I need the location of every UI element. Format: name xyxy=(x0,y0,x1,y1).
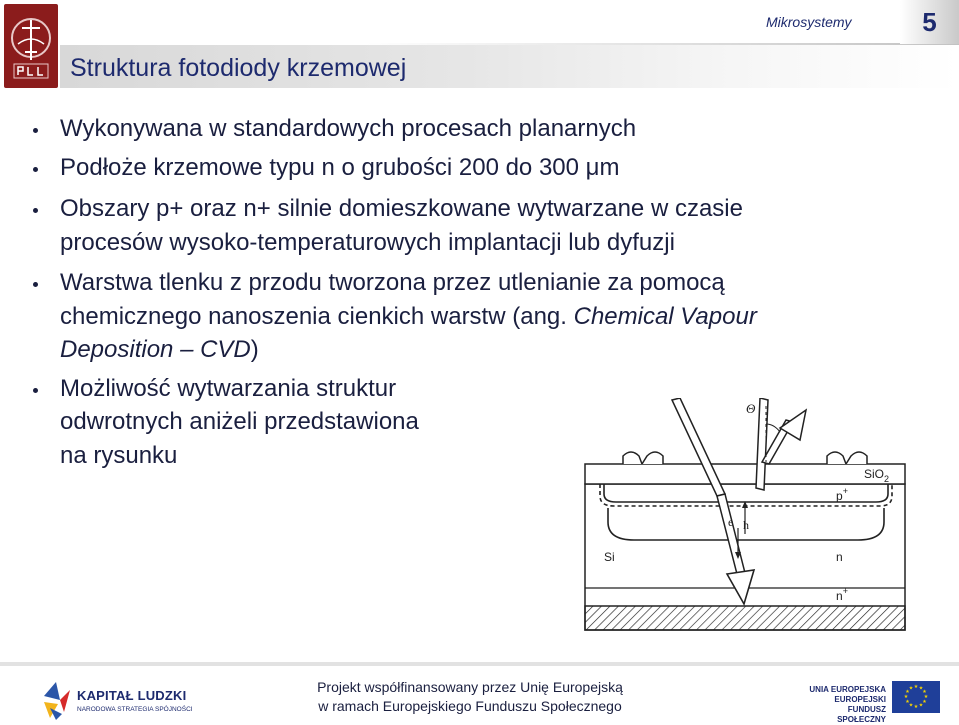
bullet-text-line xyxy=(60,336,259,364)
bullet-marker xyxy=(33,388,38,393)
kapital-ludzki-icon xyxy=(40,678,74,720)
footer-project-text xyxy=(260,678,680,716)
oxide-step-right xyxy=(827,452,867,464)
bullet-marker xyxy=(33,282,38,287)
bullet-text: procesów wysoko-temperaturowych implantacji lub dyfuzji xyxy=(60,229,675,256)
eu-flag xyxy=(892,681,940,713)
svg-text:★: ★ xyxy=(923,694,929,700)
eu-flag-icon xyxy=(892,681,940,713)
svg-text:★: ★ xyxy=(918,685,924,692)
svg-text:★: ★ xyxy=(922,699,927,705)
n-plus-superscript: + xyxy=(842,586,848,596)
svg-text:★: ★ xyxy=(905,699,910,705)
photodiode-diagram xyxy=(580,398,910,638)
footer-divider xyxy=(0,662,959,666)
photodiode-cross-section xyxy=(580,398,910,638)
slide-number: 5 xyxy=(900,0,959,44)
svg-text:★: ★ xyxy=(905,689,910,695)
kapital-ludzki-title: KAPITAŁ LUDZKI xyxy=(77,688,187,703)
eu-label-line-3: FUNDUSZ SPOŁECZNY xyxy=(837,705,886,724)
n-plus-layer xyxy=(585,606,905,630)
n-plus-text: n xyxy=(836,589,843,603)
bullet-text-segment: chemicznego nanoszenia cienkich warstw (ang. xyxy=(60,303,574,330)
sio2-subscript: 2 xyxy=(884,474,890,484)
oxide-layer xyxy=(585,464,905,484)
kapital-ludzki-subtitle: NARODOWA STRATEGIA SPÓJNOŚCI xyxy=(77,706,193,713)
university-logo xyxy=(4,4,58,88)
n-label: n xyxy=(836,550,843,564)
footer-line-2: w ramach Europejskiego Funduszu Społecznego xyxy=(318,698,622,714)
bullet-text-italic: Chemical Vapour xyxy=(573,303,757,330)
slide-header xyxy=(0,0,959,90)
svg-text:★: ★ xyxy=(913,704,919,710)
eu-label-line-2: EUROPEJSKI xyxy=(834,695,886,704)
bullet-text: Możliwość wytwarzania struktur xyxy=(60,375,397,402)
theta-arc xyxy=(766,424,780,432)
si-label: Si xyxy=(604,550,615,564)
bullet-marker xyxy=(33,167,38,172)
svg-text:★: ★ xyxy=(903,694,909,700)
course-label: Mikrosystemy xyxy=(766,14,852,30)
eu-label xyxy=(800,685,886,725)
bullet-text: Wykonywana w standardowych procesach planarnych xyxy=(60,115,637,142)
footer-line-1: Projekt współfinansowany przez Unię Europejską xyxy=(317,679,623,695)
slide-title: Struktura fotodiody krzemowej xyxy=(70,54,407,82)
header-divider xyxy=(365,43,959,45)
p-plus-superscript: + xyxy=(842,486,848,496)
bullet-text-segment: ) xyxy=(250,336,259,363)
sio2-text: SiO xyxy=(864,467,885,481)
university-emblem-icon xyxy=(4,4,58,88)
bullet-marker xyxy=(33,128,38,133)
bullet-text-line xyxy=(60,303,757,331)
bullet-text: Podłoże krzemowe typu n o grubości 200 do 300 μm xyxy=(60,154,620,181)
bullet-text: odwrotnych aniżeli przedstawiona xyxy=(60,408,419,435)
bullet-text: Obszary p+ oraz n+ silnie domieszkowane wytwarzane w czasie xyxy=(60,195,743,222)
theta-label: Θ xyxy=(746,401,756,416)
electron-label: e xyxy=(728,515,734,529)
eu-label-line-1: UNIA EUROPEJSKA xyxy=(809,685,886,694)
svg-text:★: ★ xyxy=(918,702,924,709)
bullet-text: na rysunku xyxy=(60,442,178,469)
svg-text:★: ★ xyxy=(922,689,927,695)
kapital-ludzki-logo xyxy=(40,678,74,725)
svg-text:★: ★ xyxy=(913,684,919,690)
p-plus-text: p xyxy=(836,489,843,503)
bullet-marker xyxy=(33,208,38,213)
bullet-text-italic: Deposition – CVD xyxy=(60,336,251,363)
svg-text:★: ★ xyxy=(908,702,914,709)
bullet-text: Warstwa tlenku z przodu tworzona przez utlenianie za pomocą xyxy=(60,269,725,296)
oxide-step-left xyxy=(623,452,663,464)
hole-label: h xyxy=(743,518,749,532)
svg-text:★: ★ xyxy=(908,685,914,692)
